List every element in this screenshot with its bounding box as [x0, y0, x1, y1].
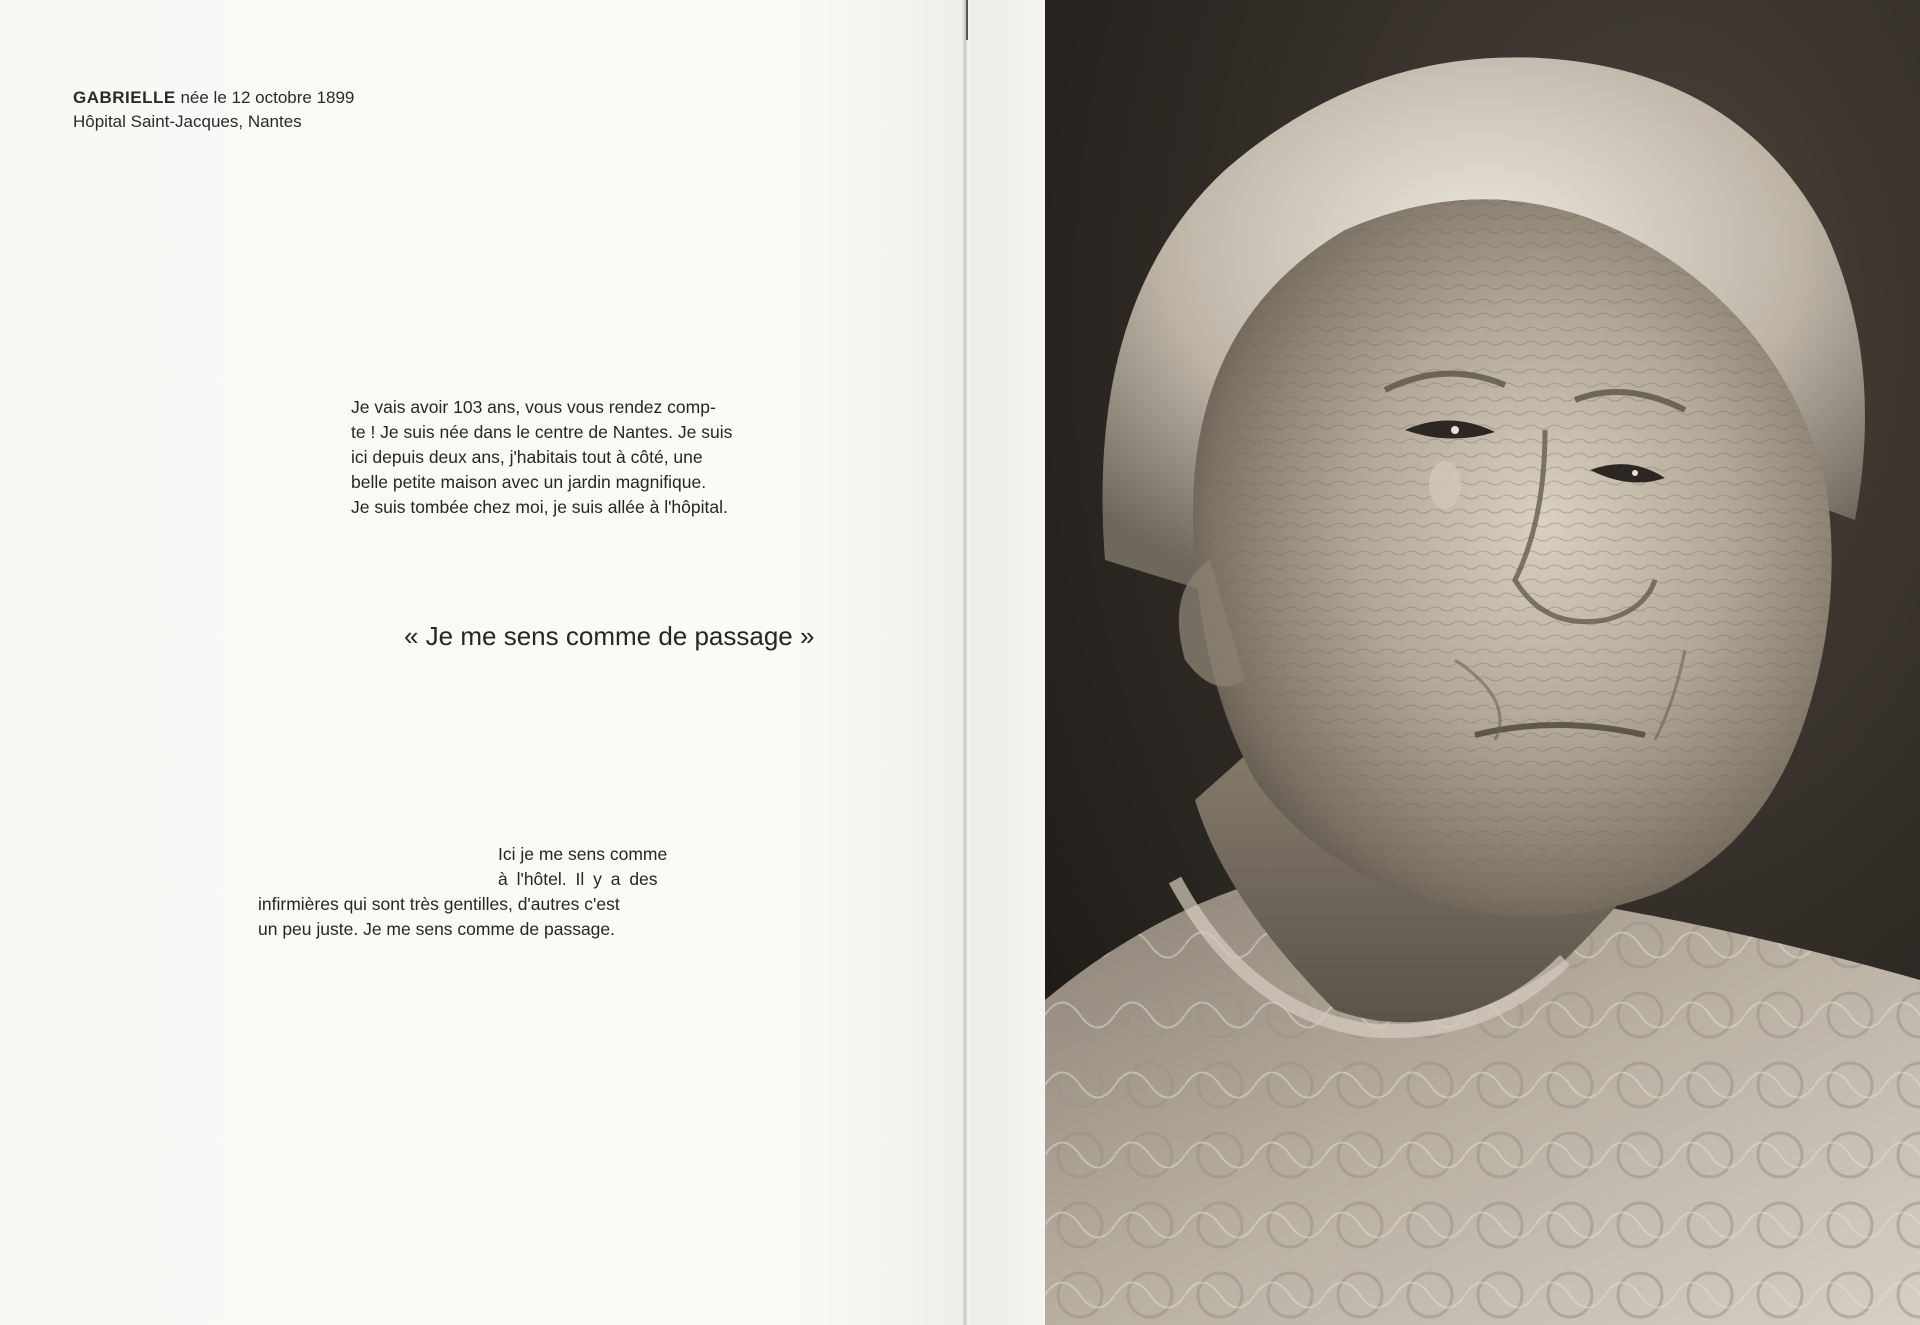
caption-heading	[73, 87, 354, 109]
caption-location: Hôpital Saint-Jacques, Nantes	[73, 112, 302, 131]
subject-name: GABRIELLE	[73, 88, 176, 107]
birth-date: née le 12 octobre 1899	[180, 88, 355, 107]
pull-quote: « Je me sens comme de passage »	[404, 621, 815, 651]
closing-line: Ici je me sens comme	[498, 844, 668, 864]
binding-mark	[966, 0, 968, 40]
closing-line: infirmières qui sont très gentilles, d'autres c'est	[258, 894, 620, 914]
cheek-mark	[1429, 461, 1461, 509]
closing-line: un peu juste. Je me sens comme de passage.	[258, 919, 616, 939]
portrait-photo	[1045, 0, 1920, 1325]
intro-line: Je vais avoir 103 ans, vous vous rendez comp-	[351, 397, 716, 417]
intro-line: Je suis tombée chez moi, je suis allée à l'hôpital.	[351, 497, 728, 517]
right-eye-highlight	[1632, 470, 1638, 476]
intro-line: ici depuis deux ans, j'habitais tout à côté, une	[351, 447, 703, 467]
intro-line: te ! Je suis née dans le centre de Nantes. Je suis	[351, 422, 733, 442]
right-page-margin	[970, 0, 1045, 1325]
left-eye-highlight	[1451, 426, 1459, 434]
intro-line: belle petite maison avec un jardin magnifique.	[351, 472, 707, 492]
closing-line: à l'hôtel. Il y a des	[498, 869, 658, 889]
page-gutter	[962, 0, 970, 1325]
